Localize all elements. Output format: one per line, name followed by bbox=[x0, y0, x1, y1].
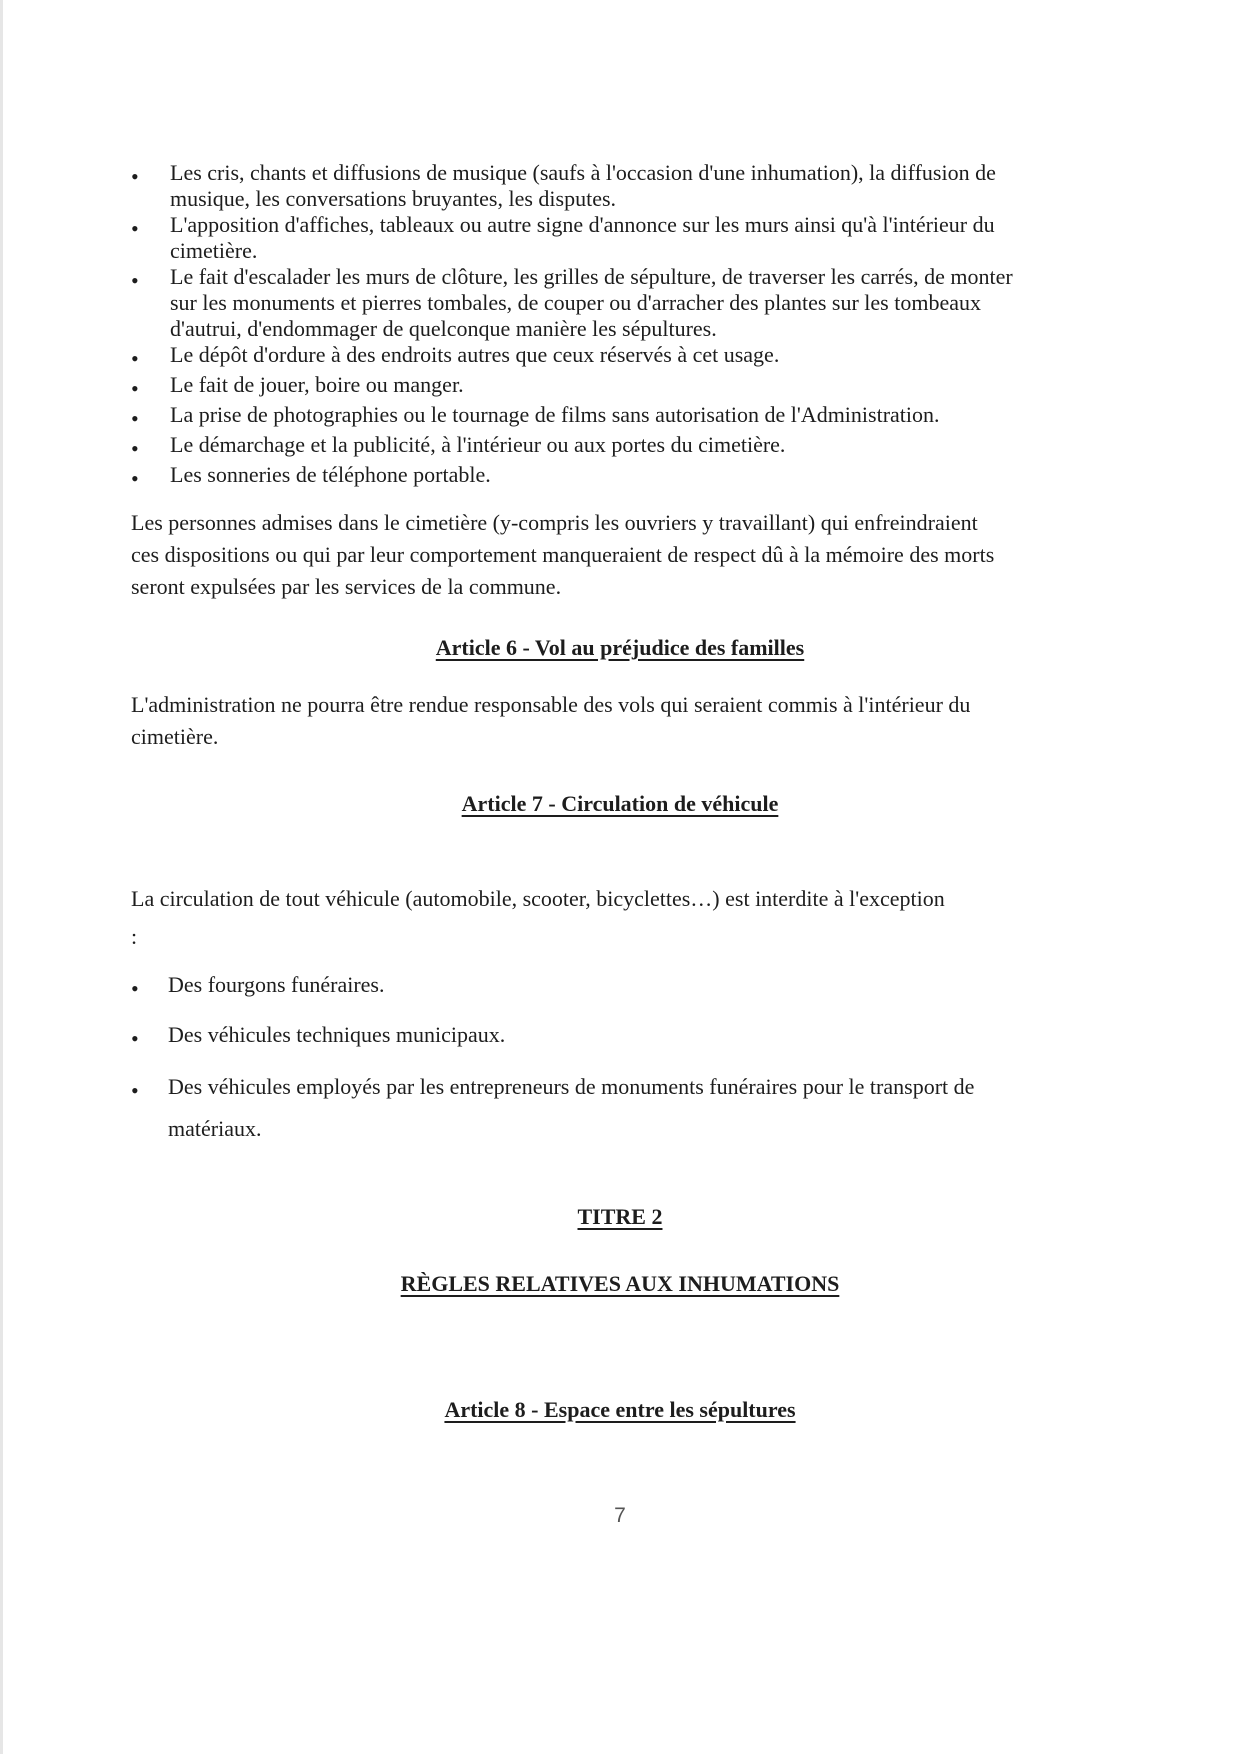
list-item-line: cimetière. bbox=[170, 238, 258, 263]
list-item-line: Les sonneries de téléphone portable. bbox=[170, 462, 491, 487]
titre-subtitle: RÈGLES RELATIVES AUX INHUMATIONS bbox=[400, 1271, 840, 1296]
list-item-line: sur les monuments et pierres tombales, de couper ou d'arracher des plantes sur les tombeaux bbox=[170, 290, 981, 315]
list-item-line: La prise de photographies ou le tournage de films sans autorisation de l'Administration. bbox=[170, 402, 940, 427]
paragraph-line: ces dispositions ou qui par leur comportement manqueraient de respect dû à la mémoire des morts bbox=[131, 542, 995, 567]
bullet: • bbox=[131, 346, 139, 371]
list-item-line: L'apposition d'affiches, tableaux ou autre signe d'annonce sur les murs ainsi qu'à l'intérieur du bbox=[170, 212, 995, 237]
bullet: • bbox=[131, 164, 139, 189]
scan-edge bbox=[0, 0, 3, 1754]
list-item-line: Le fait d'escalader les murs de clôture, les grilles de sépulture, de traverser les carrés, de monter bbox=[170, 264, 1013, 289]
list-item-line: Le démarchage et la publicité, à l'intérieur ou aux portes du cimetière. bbox=[170, 432, 786, 457]
list-item-line: Des véhicules techniques municipaux. bbox=[168, 1022, 506, 1047]
bullet: • bbox=[131, 406, 139, 431]
list-item-line: d'autrui, d'endommager de quelconque manière les sépultures. bbox=[170, 316, 717, 341]
bullet: • bbox=[131, 976, 139, 1001]
list-item-line: matériaux. bbox=[168, 1116, 262, 1141]
list-item-line: Les cris, chants et diffusions de musique (saufs à l'occasion d'une inhumation), la diffusion de bbox=[170, 160, 996, 185]
paragraph-line: Les personnes admises dans le cimetière (y-compris les ouvriers y travaillant) qui enfreindraient bbox=[131, 510, 978, 535]
bullet: • bbox=[131, 1026, 139, 1051]
article-7-intro: La circulation de tout véhicule (automobile, scooter, bicyclettes…) est interdite à l'exception bbox=[131, 886, 945, 911]
list-item-line: Le dépôt d'ordure à des endroits autres que ceux réservés à cet usage. bbox=[170, 342, 780, 367]
article-8-heading: Article 8 - Espace entre les sépultures bbox=[444, 1397, 796, 1422]
paragraph-line: seront expulsées par les services de la commune. bbox=[131, 574, 562, 599]
bullet: • bbox=[131, 268, 139, 293]
article-6-line: L'administration ne pourra être rendue responsable des vols qui seraient commis à l'intérieur du bbox=[131, 692, 971, 717]
list-item-line: Des véhicules employés par les entrepreneurs de monuments funéraires pour le transport de bbox=[168, 1074, 975, 1099]
bullet: • bbox=[131, 436, 139, 461]
list-item-line: musique, les conversations bruyantes, les disputes. bbox=[170, 186, 617, 211]
article-6-heading: Article 6 - Vol au préjudice des familles bbox=[435, 635, 805, 660]
article-7-heading: Article 7 - Circulation de véhicule bbox=[461, 791, 779, 816]
page-number: 7 bbox=[614, 1504, 626, 1527]
article-7-colon: : bbox=[131, 924, 138, 949]
bullet: • bbox=[131, 466, 139, 491]
bullet: • bbox=[131, 376, 139, 401]
bullet: • bbox=[131, 1078, 139, 1103]
list-item-line: Des fourgons funéraires. bbox=[168, 972, 385, 997]
list-item-line: Le fait de jouer, boire ou manger. bbox=[170, 372, 464, 397]
bullet: • bbox=[131, 216, 139, 241]
article-6-line: cimetière. bbox=[131, 724, 219, 749]
titre-number: TITRE 2 bbox=[577, 1204, 663, 1229]
